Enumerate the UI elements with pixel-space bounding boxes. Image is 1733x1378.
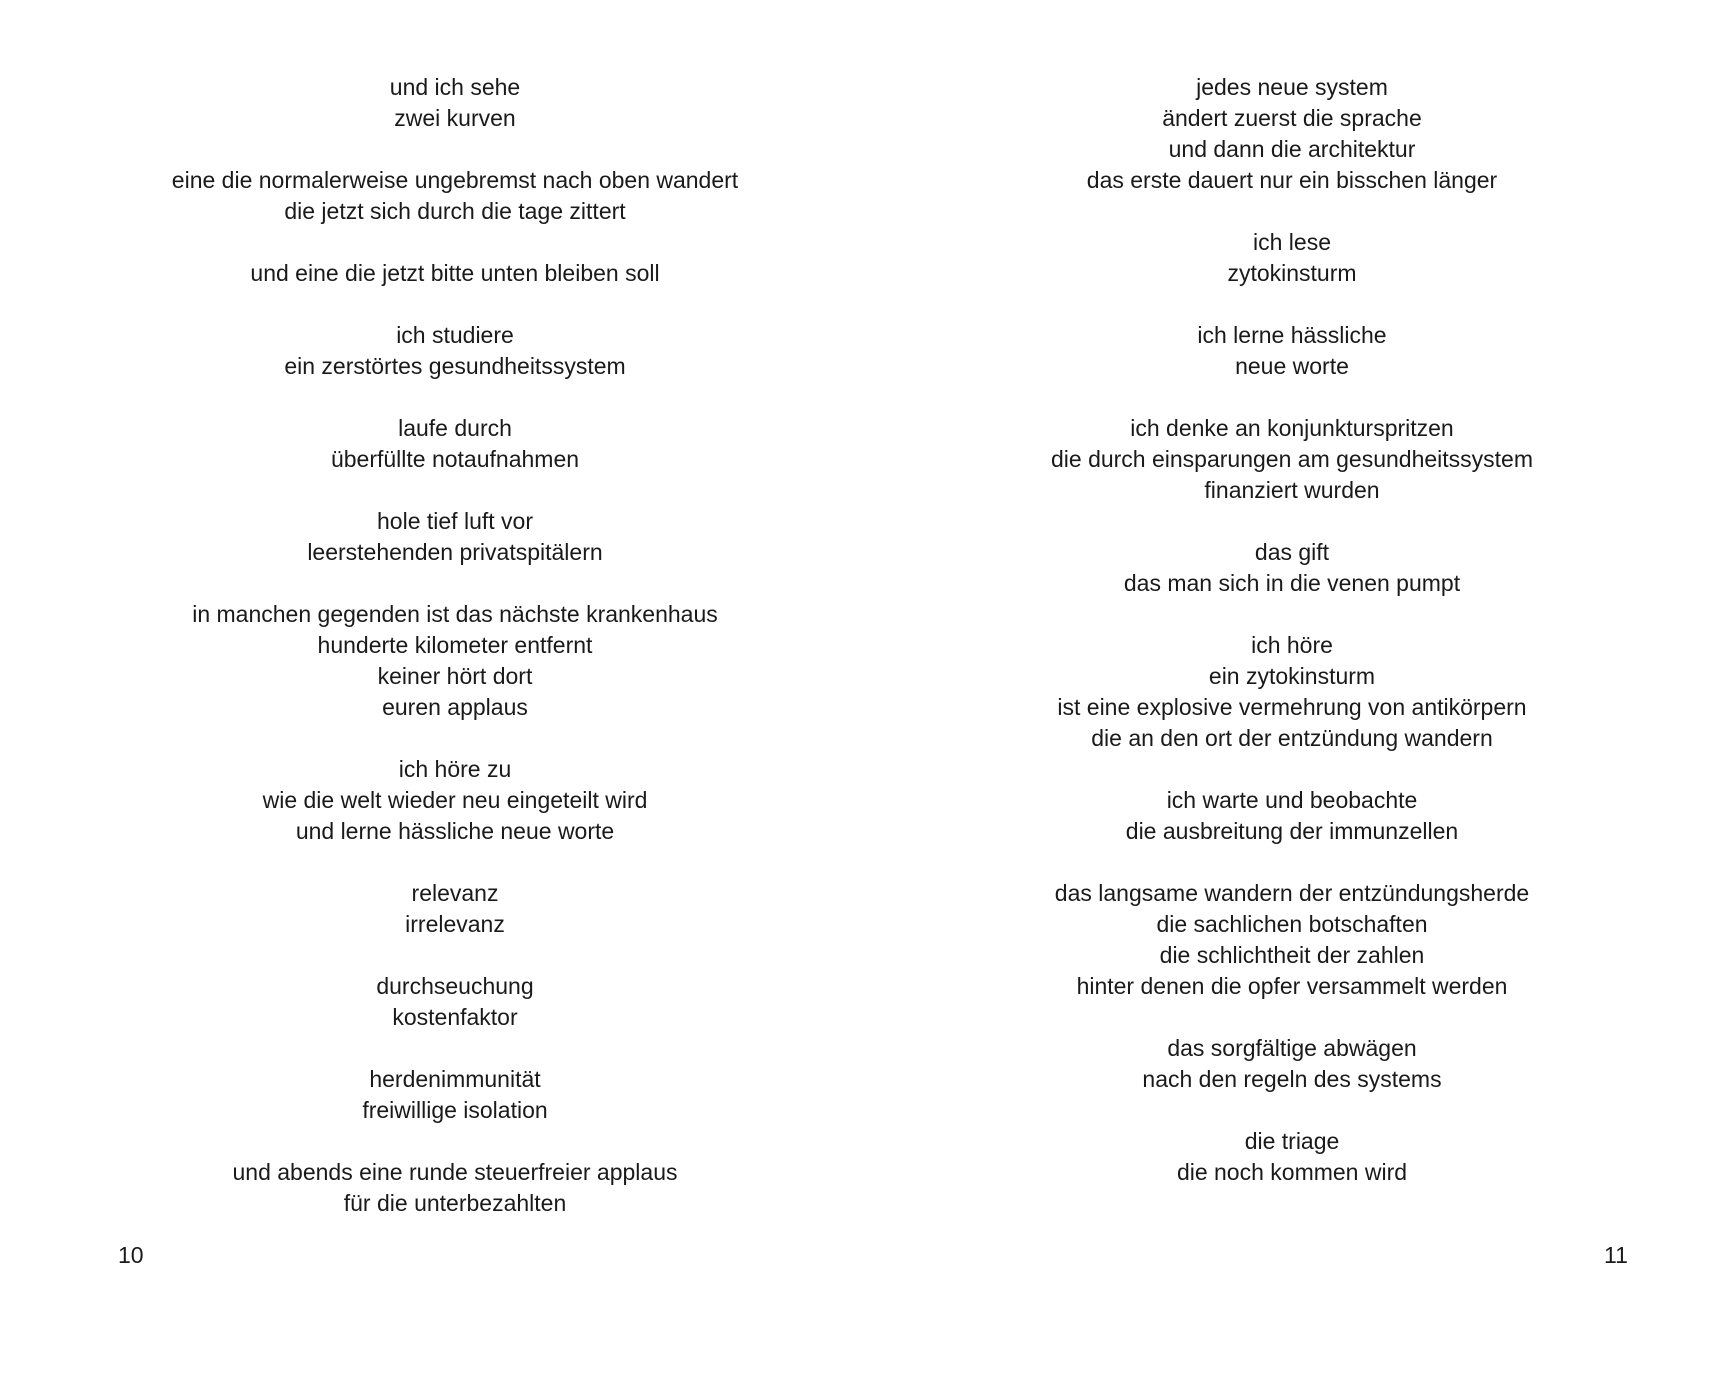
poem-line: für die unterbezahlten [343, 1190, 567, 1216]
poem-line: euren applaus [382, 694, 528, 720]
poem-line: ich studiere [396, 322, 514, 348]
poem-line: überfüllte notaufnahmen [330, 446, 580, 472]
stanza [912, 72, 1672, 196]
poem-line: ich lese [1253, 229, 1331, 255]
poem-line: die sachlichen botschaften [1156, 911, 1428, 937]
stanza [80, 1157, 830, 1219]
poem-line: ist eine explosive vermehrung von antikörpern [1057, 694, 1527, 720]
poem-line: und ich sehe [389, 74, 521, 100]
poem-line: hole tief luft vor [377, 508, 533, 534]
poem-line: die an den ort der entzündung wandern [1091, 725, 1493, 751]
poem-line: relevanz [411, 880, 499, 906]
poem-line: ändert zuerst die sprache [1162, 105, 1422, 131]
poem-line: das erste dauert nur ein bisschen länger [1086, 167, 1498, 193]
poem-line: herdenimmunität [369, 1066, 541, 1092]
poem-line: ich warte und beobachte [1166, 787, 1418, 813]
stanza [912, 1126, 1672, 1188]
poem-line: leerstehenden privatspitälern [307, 539, 603, 565]
stanza [80, 599, 830, 723]
stanza [80, 1064, 830, 1126]
stanza [912, 320, 1672, 382]
poem-line: die durch einsparungen am gesundheitssystem [1050, 446, 1533, 472]
poem-line: das man sich in die venen pumpt [1123, 570, 1461, 596]
poem-line: irrelevanz [405, 911, 505, 937]
poem-line: nach den regeln des systems [1142, 1066, 1442, 1092]
poem-line: kostenfaktor [392, 1004, 518, 1030]
left-page [0, 0, 866, 1378]
poem-line: die ausbreitung der immunzellen [1125, 818, 1459, 844]
stanza [80, 320, 830, 382]
poem-line: in manchen gegenden ist das nächste krankenhaus [192, 601, 718, 627]
poem-line: laufe durch [398, 415, 512, 441]
poem-line: das sorgfältige abwägen [1167, 1035, 1417, 1061]
stanza [80, 165, 830, 227]
stanza [80, 754, 830, 847]
poem-line: und lerne hässliche neue worte [295, 818, 615, 844]
stanza [80, 971, 830, 1033]
poem-line: das langsame wandern der entzündungsherde [1054, 880, 1530, 906]
poem-line: ich denke an konjunkturspritzen [1130, 415, 1454, 441]
stanza [80, 878, 830, 940]
poem-line: die jetzt sich durch die tage zittert [284, 198, 626, 224]
stanza [912, 227, 1672, 289]
stanza [80, 506, 830, 568]
stanza [912, 785, 1672, 847]
poem-line: freiwillige isolation [362, 1097, 548, 1123]
poem-line: eine die normalerweise ungebremst nach oben wandert [171, 167, 739, 193]
poem-right [912, 72, 1672, 1188]
poem-line: die schlichtheit der zahlen [1159, 942, 1425, 968]
poem-line: ich lerne hässliche [1197, 322, 1387, 348]
poem-line: neue worte [1235, 353, 1349, 379]
stanza [80, 258, 830, 289]
stanza [912, 878, 1672, 1002]
poem-line: wie die welt wieder neu eingeteilt wird [262, 787, 648, 813]
stanza [912, 630, 1672, 754]
poem-line: ich höre zu [398, 756, 512, 782]
poem-line: hunderte kilometer entfernt [317, 632, 593, 658]
page-number-right: 11 [1604, 1242, 1628, 1268]
poem-line: finanziert wurden [1204, 477, 1380, 503]
poem-line: ich höre [1251, 632, 1333, 658]
poem-line: keiner hört dort [377, 663, 533, 689]
poem-line: das gift [1254, 539, 1330, 565]
poem-line: zwei kurven [394, 105, 516, 131]
poem-line: zytokinsturm [1227, 260, 1357, 286]
poem-left [80, 72, 830, 1219]
page-number-left: 10 [118, 1242, 144, 1268]
poem-line: jedes neue system [1196, 74, 1388, 100]
poem-line: die noch kommen wird [1176, 1159, 1408, 1185]
poem-line: und abends eine runde steuerfreier applaus [232, 1159, 678, 1185]
stanza [912, 537, 1672, 599]
stanza [80, 72, 830, 134]
poem-line: hinter denen die opfer versammelt werden [1076, 973, 1508, 999]
stanza [80, 413, 830, 475]
poem-line: die triage [1244, 1128, 1340, 1154]
poem-line: ein zytokinsturm [1208, 663, 1376, 689]
poem-line: und eine die jetzt bitte unten bleiben soll [250, 260, 660, 286]
poem-line: durchseuchung [376, 973, 534, 999]
poem-line: und dann die architektur [1168, 136, 1416, 162]
poem-line: ein zerstörtes gesundheitssystem [284, 353, 626, 379]
stanza [912, 413, 1672, 506]
stanza [912, 1033, 1672, 1095]
right-page [866, 0, 1733, 1378]
